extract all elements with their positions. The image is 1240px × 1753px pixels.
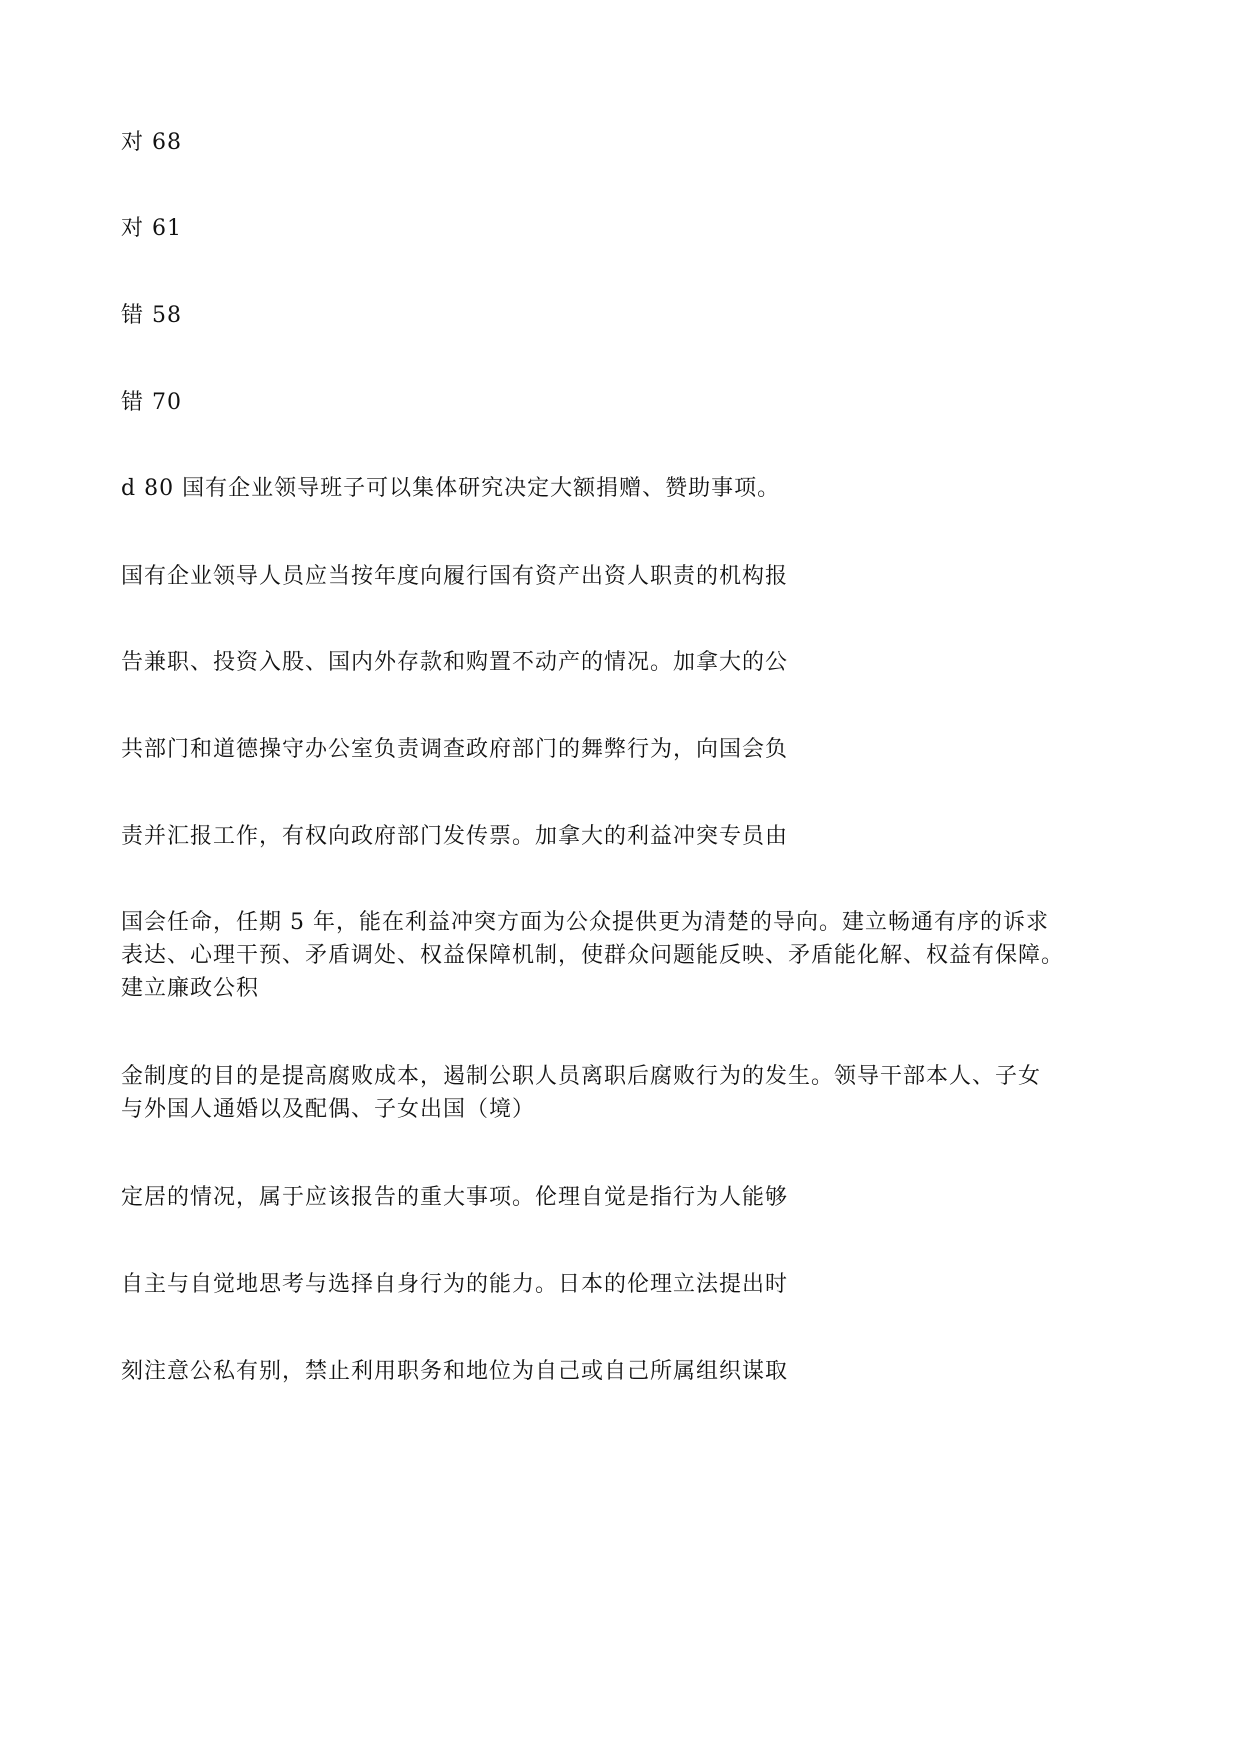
text-line: 国有企业领导人员应当按年度向履行国有资产出资人职责的机构报 [121,564,789,589]
paragraph [121,906,1131,1005]
text-line: 责并汇报工作，有权向政府部门发传票。加拿大的利益冲突专员由 [121,824,789,849]
paragraph-line: 国会任命，任期 5 年，能在利益冲突方面为公众提供更为清楚的导向。建立畅通有序的诉求 [121,910,1049,935]
text-line: 刻注意公私有别，禁止利用职务和地位为自己或自己所属组织谋取 [121,1359,789,1384]
answer-line: 错 70 [121,390,182,415]
text-line: 共部门和道德操守办公室负责调查政府部门的舞弊行为，向国会负 [121,737,789,762]
text-line: 定居的情况，属于应该报告的重大事项。伦理自觉是指行为人能够 [121,1185,789,1210]
text-line: 告兼职、投资入股、国内外存款和购置不动产的情况。加拿大的公 [121,650,789,675]
answer-line: 对 61 [121,216,182,241]
answer-line: 错 58 [121,303,182,328]
paragraph-line: 金制度的目的是提高腐败成本，遏制公职人员离职后腐败行为的发生。领导干部本人、子女 [121,1064,1042,1089]
paragraph-line: 表达、心理干预、矛盾调处、权益保障机制，使群众问题能反映、矛盾能化解、权益有保障。 [121,943,1065,968]
text-line: d 80 国有企业领导班子可以集体研究决定大额捐赠、赞助事项。 [121,476,781,501]
paragraph-line: 建立廉政公积 [121,976,260,1001]
text-line: 自主与自觉地思考与选择自身行为的能力。日本的伦理立法提出时 [121,1272,789,1297]
paragraph [121,1060,1131,1126]
answer-line: 对 68 [121,130,182,155]
paragraph-line: 与外国人通婚以及配偶、子女出国（境） [121,1097,536,1122]
